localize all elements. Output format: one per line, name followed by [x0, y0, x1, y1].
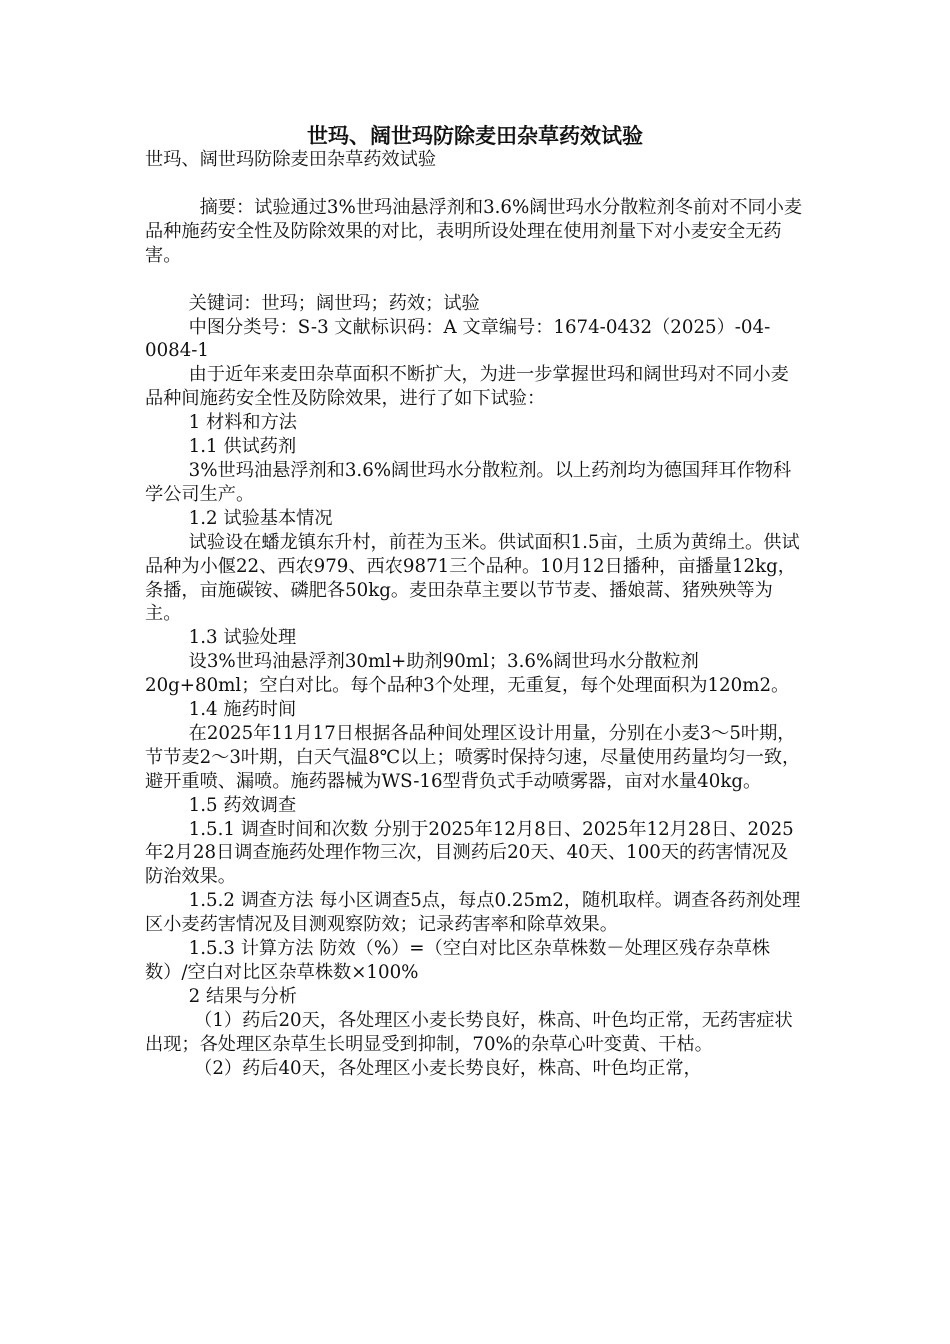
section-heading: 1.1 供试药剂 — [188, 436, 297, 458]
subtitle: 世玛、阔世玛防除麦田杂草药效试验 — [145, 149, 437, 170]
paragraph: 在2025年11月17日根据各品种间处理区设计用量，分别在小麦3～5叶期，节节麦2～3叶期，白天气温8℃以上；喷雾时保持匀速，尽量使用药量均匀一致，避开重喷、漏喷。施药器械为WS-16型背负式手动喷雾器，亩对水量40kg。 — [145, 722, 801, 792]
section-heading: 1.4 施药时间 — [188, 699, 297, 721]
keywords: 关键词：世玛；阔世玛；药效；试验 — [188, 292, 480, 314]
section-heading: 1.2 试验基本情况 — [188, 507, 333, 529]
classification: 中图分类号：S-3 文献标识码：A 文章编号：1674-0432（2025）-04-0084-1 — [145, 316, 771, 362]
paragraph: （2）药后40天，各处理区小麦长势良好，株高、叶色均正常， — [194, 1057, 702, 1079]
section-heading: 1.3 试验处理 — [188, 627, 297, 649]
intro-paragraph: 由于近年来麦田杂草面积不断扩大，为进一步掌握世玛和阔世玛对不同小麦品种间施药安全性及防除效果，进行了如下试验： — [145, 364, 789, 410]
section-heading: 2 结果与分析 — [188, 985, 297, 1007]
document-body — [145, 148, 805, 1081]
section-heading: 1 材料和方法 — [188, 412, 297, 434]
paragraph: 1.5.2 调查方法 每小区调查5点，每点0.25m2，随机取样。调查各药剂处理区小麦药害情况及目测观察防效；记录药害率和除草效果。 — [145, 890, 801, 936]
paragraph: 设3%世玛油悬浮剂30ml+助剂90ml；3.6%阔世玛水分散粒剂20g+80ml；空白对比。每个品种3个处理，无重复，每个处理面积为120m2。 — [145, 651, 790, 697]
paragraph: 1.5.1 调查时间和次数 分别于2025年12月8日、2025年12月28日、2025年2月28日调查施药处理作物三次，目测药后20天、40天、100天的药害情况及防治效果。 — [145, 818, 794, 888]
paragraph: 试验设在蟠龙镇东升村，前茬为玉米。供试面积1.5亩，土质为黄绵土。供试品种为小偃22、西农979、西农9871三个品种。10月12日播种，亩播量12kg，条播，亩施碳铵、磷肥各50kg。麦田杂草主要以节节麦、播娘蒿、猪殃殃等为主。 — [145, 531, 800, 625]
paragraph: 1.5.3 计算方法 防效（%）=（空白对比区杂草株数－处理区残存杂草株数）/空白对比区杂草株数×100% — [145, 938, 771, 983]
abstract: 摘要：试验通过3%世玛油悬浮剂和3.6%阔世玛水分散粒剂冬前对不同小麦品种施药安全性及防除效果的对比，表明所设处理在使用剂量下对小麦安全无药害。 — [145, 196, 803, 266]
document-title: 世玛、阔世玛防除麦田杂草药效试验 — [307, 123, 643, 148]
section-heading: 1.5 药效调查 — [188, 794, 297, 816]
paragraph: （1）药后20天，各处理区小麦长势良好，株高、叶色均正常，无药害症状出现；各处理区杂草生长明显受到抑制，70%的杂草心叶变黄、干枯。 — [145, 1009, 793, 1055]
paragraph: 3%世玛油悬浮剂和3.6%阔世玛水分散粒剂。以上药剂均为德国拜耳作物科学公司生产。 — [145, 459, 792, 505]
